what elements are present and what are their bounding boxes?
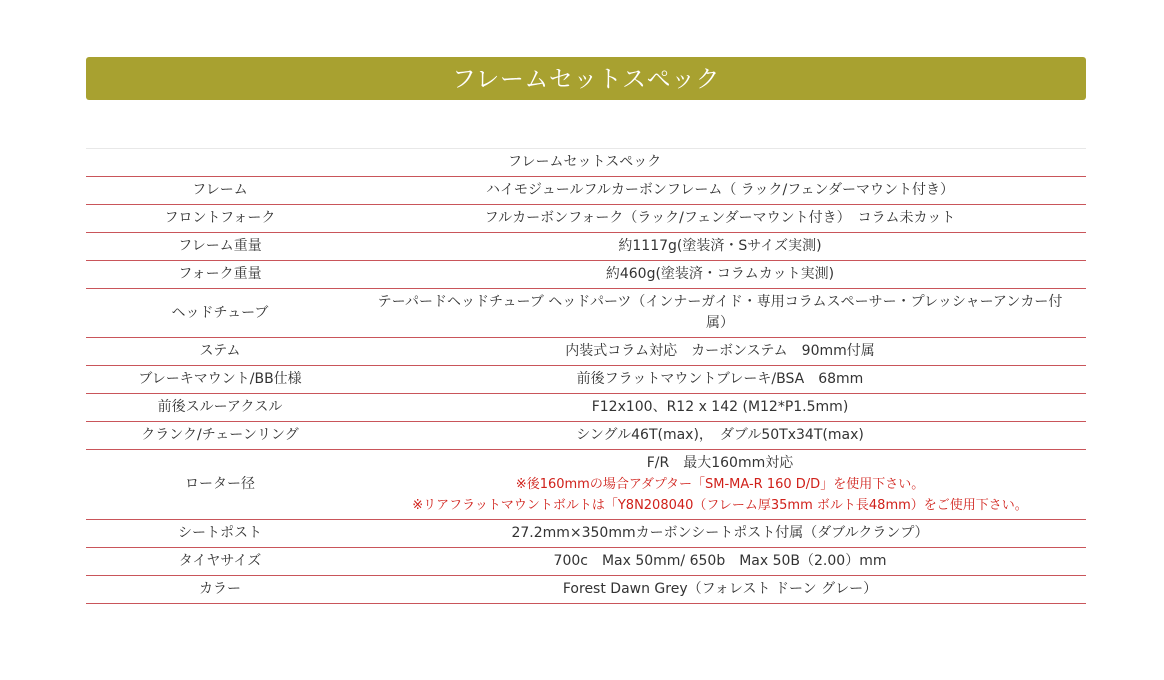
- spec-label: ステム: [86, 338, 354, 366]
- spec-value: 700c Max 50mm/ 650b Max 50B（2.00）mm: [354, 548, 1086, 576]
- spec-label: ローター径: [86, 450, 354, 520]
- spec-value: Forest Dawn Grey（フォレスト ドーン グレー）: [354, 576, 1086, 604]
- spec-label: 前後スルーアクスル: [86, 394, 354, 422]
- spec-label: ヘッドチューブ: [86, 289, 354, 338]
- spec-table: [86, 148, 1086, 604]
- spec-value: F12x100、R12 x 142 (M12*P1.5mm): [354, 394, 1086, 422]
- table-row: [86, 233, 1086, 261]
- spec-value-multi: [354, 450, 1086, 520]
- table-row: [86, 289, 1086, 338]
- spec-label: フロントフォーク: [86, 205, 354, 233]
- table-row: [86, 422, 1086, 450]
- table-row: [86, 338, 1086, 366]
- spec-label: シートポスト: [86, 520, 354, 548]
- spec-label: カラー: [86, 576, 354, 604]
- spec-label: フォーク重量: [86, 261, 354, 289]
- spec-label: タイヤサイズ: [86, 548, 354, 576]
- spec-value: 27.2mm×350mmカーボンシートポスト付属（ダブルクランプ）: [354, 520, 1086, 548]
- table-row: [86, 261, 1086, 289]
- table-row: [86, 520, 1086, 548]
- banner-title: フレームセットスペック: [451, 64, 721, 93]
- table-row: [86, 366, 1086, 394]
- spec-value: ハイモジュールフルカーボンフレーム（ ラック/フェンダーマウント付き）: [354, 177, 1086, 205]
- spec-value: テーパードヘッドチューブ ヘッドパーツ（インナーガイド・専用コラムスペーサー・プレッシャーアンカー付属）: [354, 289, 1086, 338]
- table-row: [86, 576, 1086, 604]
- section-banner: [86, 57, 1086, 100]
- table-header-row: [86, 149, 1086, 177]
- spec-value: フルカーボンフォーク（ラック/フェンダーマウント付き） コラム未カット: [354, 205, 1086, 233]
- table-row: [86, 177, 1086, 205]
- spec-value: 前後フラットマウントブレーキ/BSA 68mm: [354, 366, 1086, 394]
- spec-label: フレーム: [86, 177, 354, 205]
- spec-value: 約460g(塗装済・コラムカット実測): [354, 261, 1086, 289]
- spec-value: 約1117g(塗装済・Sサイズ実測): [354, 233, 1086, 261]
- table-row: [86, 548, 1086, 576]
- spec-value: 内装式コラム対応 カーボンステム 90mm付属: [354, 338, 1086, 366]
- spec-label: クランク/チェーンリング: [86, 422, 354, 450]
- spec-label: ブレーキマウント/BB仕様: [86, 366, 354, 394]
- table-row: [86, 450, 1086, 520]
- rotor-size-value: F/R 最大160mm対応: [646, 455, 794, 471]
- table-header-spacer: [86, 149, 354, 177]
- table-header-title: フレームセットスペック: [354, 149, 1086, 177]
- spec-label: フレーム重量: [86, 233, 354, 261]
- table-row: [86, 205, 1086, 233]
- table-row: [86, 394, 1086, 422]
- rotor-note-bolt: ※リアフラットマウントボルトは「Y8N208040（フレーム厚35mm ボルト長48mm）をご使用下さい。: [412, 498, 1028, 513]
- rotor-note-adapter: ※後160mmの場合アダプター「SM-MA-R 160 D/D」を使用下さい。: [515, 477, 925, 492]
- spec-value: シングル46T(max)， ダブル50Tx34T(max): [354, 422, 1086, 450]
